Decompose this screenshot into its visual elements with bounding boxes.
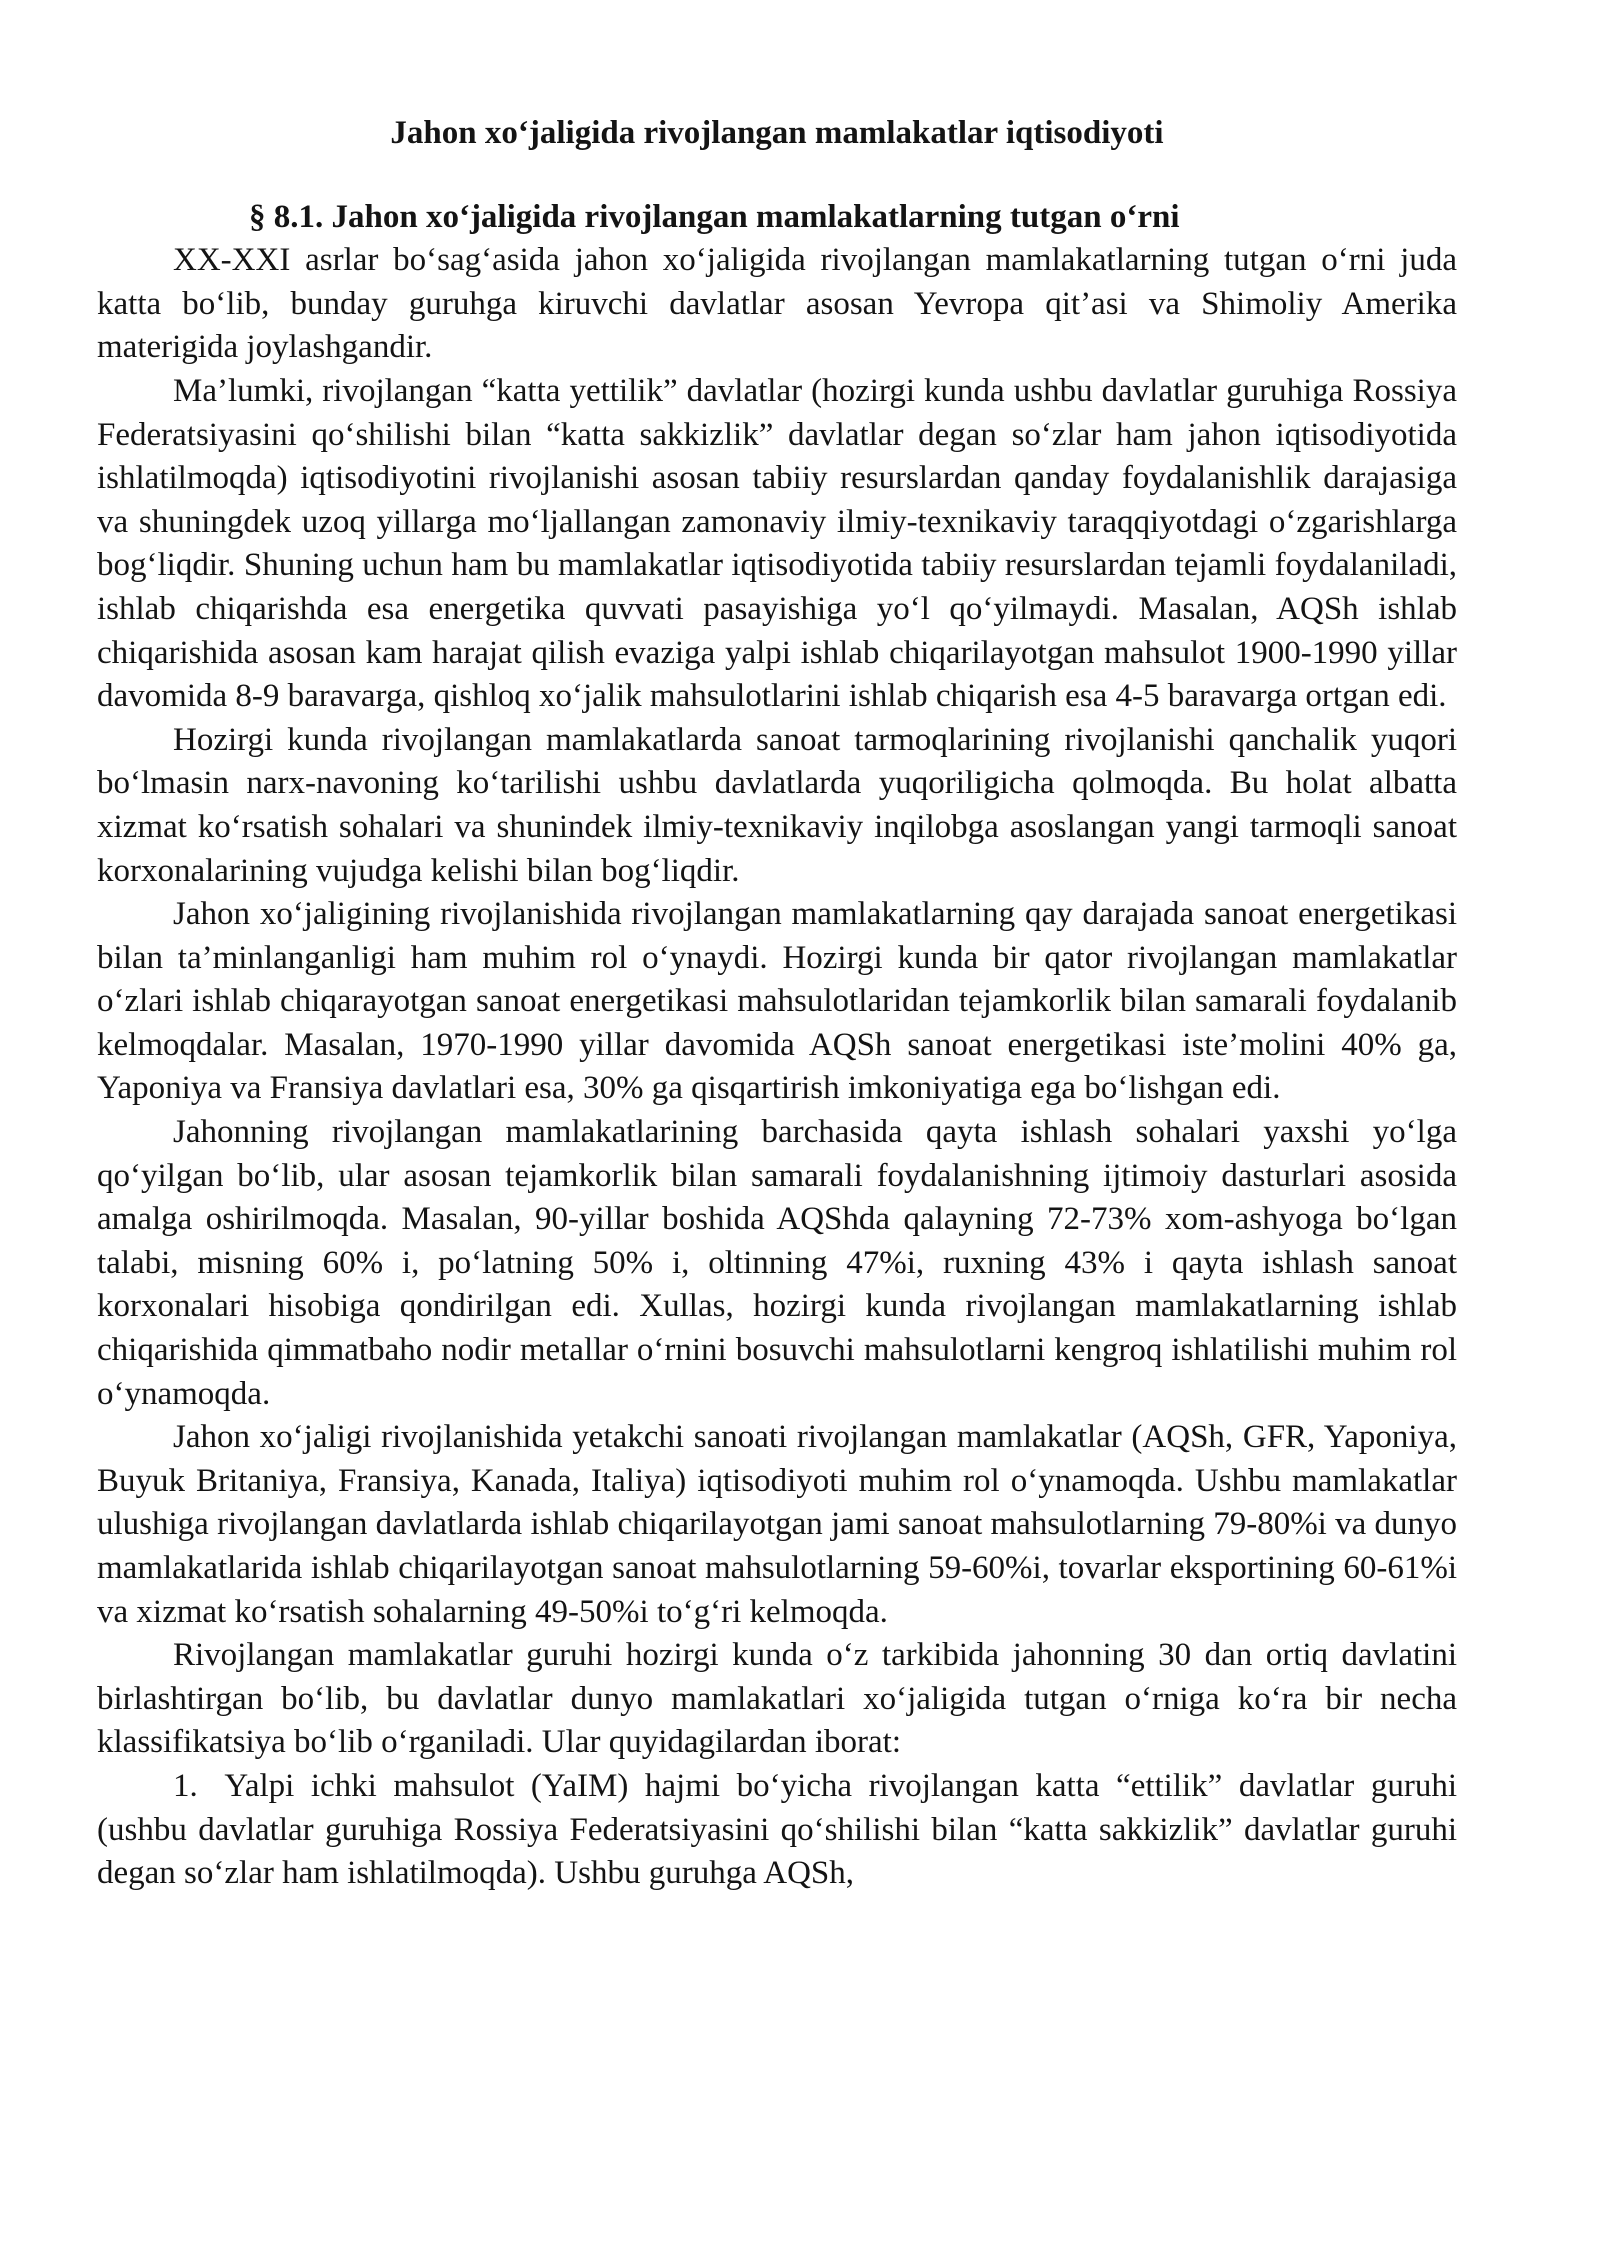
list-item-1 <box>97 1765 1457 1896</box>
paragraph-3: Hozirgi kunda rivojlangan mamlakatlarda sanoat tarmoqlarining rivojlanishi qanchalik yuqori bo‘lmasin narx-navoning ko‘tarilishi ushbu davlatlarda yuqoriligicha qolmoqda. Bu holat albatta xizmat ko‘rsatish sohalari va shunindek ilmiy-texnikaviy inqilobga asoslangan yangi tarmoqli sanoat korxonalarining vujudga kelishi bilan bog‘liqdir. <box>97 721 1457 889</box>
paragraph-4: Jahon xo‘jaligining rivojlanishida rivojlangan mamlakatlarning qay darajada sanoat energetikasi bilan ta’minlanganligi ham muhim rol o‘ynaydi. Hozirgi kunda bir qator rivojlangan mamlakatlar o‘zlari ishlab chiqarayotgan sanoat energetikasi mahsulotlaridan tejamkorlik bilan samarali foydalanib kelmoqdalar. Masalan, 1970-1990 yillar davomida AQSh sanoat energetikasi iste’molini 40% ga, Yaponiya va Fransiya davlatlari esa, 30% ga qisqartirish imkoniyatiga ega bo‘lishgan edi. <box>97 896 1457 1107</box>
paragraph-7: Rivojlangan mamlakatlar guruhi hozirgi kunda o‘z tarkibida jahonning 30 dan ortiq davlatini birlashtirgan bo‘lib, bu davlatlar dunyo mamlakatlari xo‘jaligida tutgan o‘rniga ko‘ra bir necha klassifikatsiya bo‘lib o‘rganiladi. Ular quyidagilardan iborat: <box>97 1637 1457 1761</box>
paragraph-1: XX-XXI asrlar bo‘sag‘asida jahon xo‘jaligida rivojlangan mamlakatlarning tutgan o‘rni juda katta bo‘lib, bunday guruhga kiruvchi davlatlar asosan Yevropa qit’asi va Shimoliy Amerika materigida joylashgandir. <box>97 242 1457 366</box>
paragraph-6: Jahon xo‘jaligi rivojlanishida yetakchi sanoati rivojlangan mamlakatlar (AQSh, GFR, Yaponiya, Buyuk Britaniya, Fransiya, Kanada, Italiya) iqtisodiyoti muhim rol o‘ynamoqda. Ushbu mamlakatlar ulushiga rivojlangan davlatlarda ishlab chiqarilayotgan jami sanoat mahsulotlarning 79-80%i va dunyo mamlakatlarida ishlab chiqarilayotgan sanoat mahsulotlarning 59-60%i, tovarlar eksportining 60-61%i va xizmat ko‘rsatish sohalarning 49-50%i to‘g‘ri kelmoqda. <box>97 1419 1457 1630</box>
paragraph-2: Ma’lumki, rivojlangan “katta yettilik” davlatlar (hozirgi kunda ushbu davlatlar guruhiga Rossiya Federatsiyasini qo‘shilishi bilan “katta sakkizlik” davlatlar degan so‘zlar ham jahon iqtisodiyotida ishlatilmoqda) iqtisodiyotini rivojlanishi asosan tabiiy resurslardan qanday foydalanishlik darajasiga va shuningdek uzoq yillarga mo‘ljallangan zamonaviy ilmiy-texnikaviy taraqqiyotdagi o‘zgarishlarga bog‘liqdir. Shuning uchun ham bu mamlakatlar iqtisodiyotida tabiiy resurslardan tejamli foydalaniladi, ishlab chiqarishda esa energetika quvvati pasayishiga yo‘l qo‘yilmaydi. Masalan, AQSh ishlab chiqarishida asosan kam harajat qilish evaziga yalpi ishlab chiqarilayotgan mahsulot 1900-1990 yillar davomida 8-9 baravarga, qishloq xo‘jalik mahsulotlarini ishlab chiqarish esa 4-5 baravarga ortgan edi. <box>97 372 1457 715</box>
document-page <box>97 112 1457 1896</box>
paragraph-5: Jahonning rivojlangan mamlakatlarining barchasida qayta ishlash sohalari yaxshi yo‘lga qo‘yilgan bo‘lib, ular asosan tejamkorlik bilan samarali foydalanishning ijtimoiy dasturlari asosida amalga oshirilmoqda. Masalan, 90-yillar boshida AQShda qalayning 72-73% xom-ashyoga bo‘lgan talabi, misning 60% i, po‘latning 50% i, oltinning 47%i, ruxning 43% i qayta ishlash sanoat korxonalari hisobiga qondirilgan edi. Xullas, hozirgi kunda rivojlangan mamlakatlarning ishlab chiqarishida qimmatbaho nodir metallar o‘rnini bosuvchi mahsulotlarni kengroq ishlatilishi muhim rol o‘ynamoqda. <box>97 1114 1457 1412</box>
section-heading: § 8.1. Jahon xo‘jaligida rivojlangan mamlakatlarning tutgan o‘rni <box>249 198 1180 235</box>
list-item-text: Yalpi ichki mahsulot (YaIM) hajmi bo‘yicha rivojlangan katta “ettilik” davlatlar guruhi (ushbu davlatlar guruhiga Rossiya Federatsiyasini qo‘shilishi bilan “katta sakkizlik” davlatlar guruhi degan so‘zlar ham ishlatilmoqda). Ushbu guruhga AQSh, <box>97 1767 1457 1892</box>
list-item-number: 1. <box>173 1767 198 1804</box>
document-title: Jahon xo‘jaligida rivojlangan mamlakatlar iqtisodiyoti <box>390 115 1164 151</box>
